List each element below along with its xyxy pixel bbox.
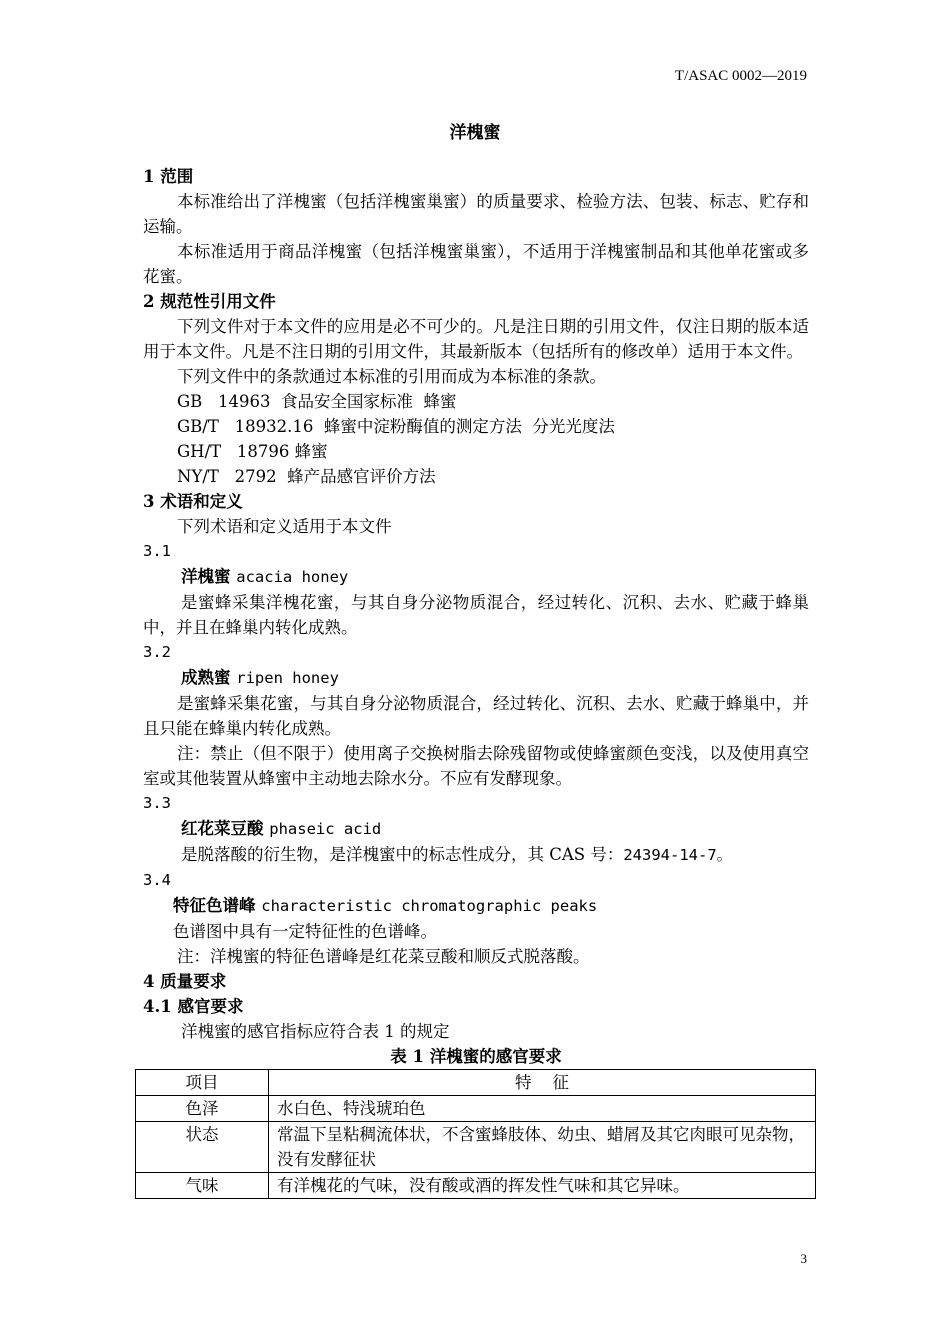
term-title [143,893,809,919]
table-row [136,1122,816,1173]
term-definition: 色谱图中具有一定特征性的色谱峰。 [173,922,437,941]
term-en: characteristic chromatographic peaks [261,897,598,915]
table-header-row [136,1070,816,1096]
section-heading: 3 术语和定义 [143,492,243,511]
term-number: 3.2 [143,643,171,661]
page-number: 3 [800,1251,807,1266]
term-definition [143,842,809,868]
reference-item: GB/T 18932.16 蜂蜜中淀粉酶值的测定方法 分光光度法 [177,417,615,436]
term-cn: 成熟蜜 [181,668,231,687]
term-en: ripen honey [236,669,339,687]
table-cell: 水白色、特浅琥珀色 [269,1096,816,1122]
term-number: 3.3 [143,794,171,812]
term-cn: 红花菜豆酸 [181,819,264,838]
table-cell: 色泽 [136,1096,269,1122]
table-caption: 表 1 洋槐蜜的感官要求 [390,1047,562,1066]
table-header-cell: 项目 [136,1070,269,1096]
document-body [143,164,809,1199]
term-en: acacia honey [236,568,349,586]
subsection-heading: 4.1 感官要求 [143,997,244,1016]
section-heading: 2 规范性引用文件 [143,292,276,311]
term-definition: 是蜜蜂采集洋槐花蜜，与其自身分泌物质混合，经过转化、沉积、去水、贮藏于蜂巢中，并且在蜂巢内转化成熟。 [143,593,809,637]
standard-code: T/ASAC 0002—2019 [674,68,807,84]
term-cn: 特征色谱峰 [173,896,256,915]
term-cn: 洋槐蜜 [181,567,231,586]
table-cell: 常温下呈粘稠流体状，不含蜜蜂肢体、幼虫、蜡屑及其它肉眼可见杂物，没有发酵征状 [269,1122,816,1173]
term-title [143,564,809,590]
paragraph: 下列文件对于本文件的应用是必不可少的。凡是注日期的引用文件，仅注日期的版本适用于本文件。凡是不注日期的引用文件，其最新版本（包括所有的修改单）适用于本文件。 [143,317,809,361]
term-note: 注：禁止（但不限于）使用离子交换树脂去除残留物或使蜂蜜颜色变浅，以及使用真空室或其他装置从蜂蜜中主动地去除水分。不应有发酵现象。 [143,744,809,788]
table-cell: 气味 [136,1173,269,1199]
reference-item: GH/T 18796 蜂蜜 [177,442,328,461]
table-row [136,1096,816,1122]
paragraph: 下列术语和定义适用于本文件 [177,517,392,536]
term-title [143,816,809,842]
term-en: phaseic acid [269,820,382,838]
paragraph: 下列文件中的条款通过本标准的引用而成为本标准的条款。 [177,367,606,386]
paragraph: 本标准给出了洋槐蜜（包括洋槐蜜巢蜜）的质量要求、检验方法、包装、标志、贮存和运输。 [143,192,809,236]
page-title: 洋槐蜜 [449,123,501,143]
term-note: 注：洋槐蜜的特征色谱峰是红花菜豆酸和顺反式脱落酸。 [177,947,590,966]
table-cell: 有洋槐花的气味，没有酸或酒的挥发性气味和其它异味。 [269,1173,816,1199]
section-heading: 1 范围 [143,167,194,186]
cas-number: 24394-14-7。 [623,846,733,864]
term-title [143,665,809,691]
reference-item: GB 14963 食品安全国家标准 蜂蜜 [177,392,457,411]
term-number: 3.1 [143,542,171,560]
term-number: 3.4 [143,871,171,889]
paragraph: 本标准适用于商品洋槐蜜（包括洋槐蜜巢蜜），不适用于洋槐蜜制品和其他单花蜜或多花蜜。 [143,242,809,286]
term-definition: 是蜜蜂采集花蜜，与其自身分泌物质混合，经过转化、沉积、去水、贮藏于蜂巢中，并且只能在蜂巢内转化成熟。 [143,694,809,738]
sensory-requirements-table [135,1069,816,1199]
reference-item: NY/T 2792 蜂产品感官评价方法 [177,467,436,486]
section-heading: 4 质量要求 [143,972,227,991]
paragraph: 洋槐蜜的感官指标应符合表 1 的规定 [181,1022,450,1041]
table-header-cell: 特 征 [269,1070,816,1096]
table-row [136,1173,816,1199]
table-cell: 状态 [136,1122,269,1173]
definition-text: 是脱落酸的衍生物，是洋槐蜜中的标志性成分，其 CAS 号： [181,845,624,864]
